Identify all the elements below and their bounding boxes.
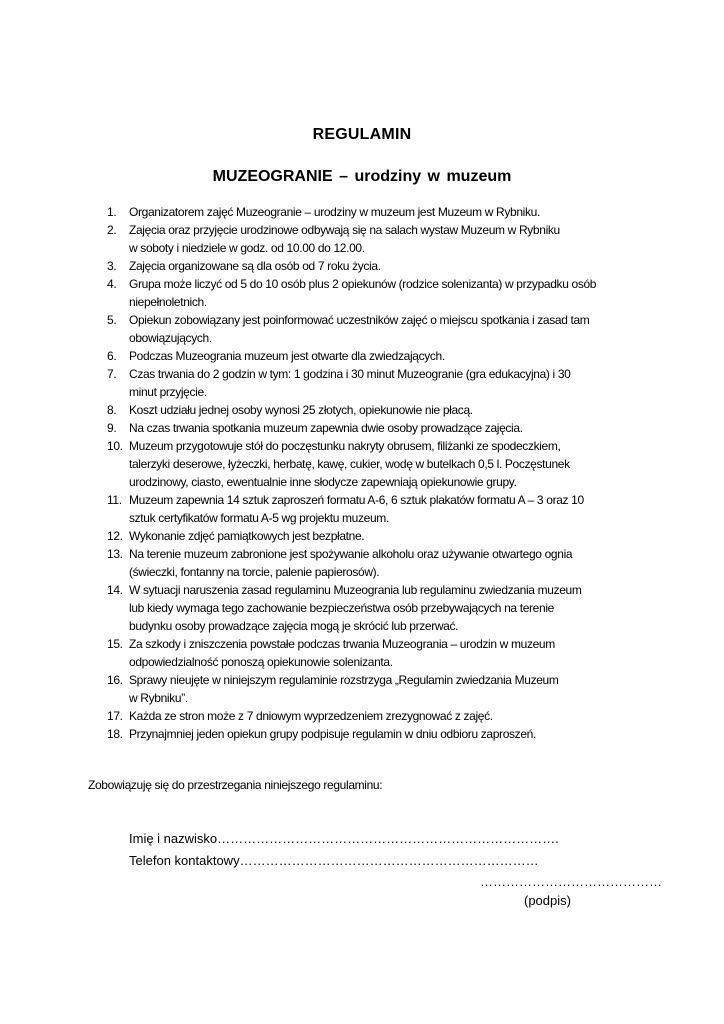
rule-text-line: Za szkody i zniszczenia powstałe podczas trwania Muzeogrania – urodzin w muzeum [129,637,555,651]
rule-number: 10. [107,439,123,453]
rule-text-line: budynku osoby prowadzące zajęcia mogą je skrócić lub przerwać. [129,619,459,633]
rule-text-line: Każda ze stron może z 7 dniowym wyprzedzeniem zrezygnować z zajęć. [129,709,493,723]
rule-text-line: lub kiedy wymaga tego zachowanie bezpieczeństwa osób przebywających na terenie [129,601,554,615]
rule-text-line: talerzyki deserowe, łyżeczki, herbatę, kawę, cukier, wodę w butelkach 0,5 l. Poczęstunek [129,457,570,471]
rule-number: 1. [107,205,117,219]
rule-number: 11. [107,493,122,507]
rule-item [88,707,648,725]
rule-number: 2. [107,223,117,237]
rule-text-line: W sytuacji naruszenia zasad regulaminu Muzeogrania lub regulaminu zwiedzania muzeum [129,583,582,597]
rule-item [88,581,648,635]
rule-item [88,491,648,527]
rule-text-line: minut przyjęcie. [129,385,207,399]
rule-number: 16. [107,673,123,687]
rule-item [88,221,648,257]
rule-text-line: Czas trwania do 2 godzin w tym: 1 godzina i 30 minut Muzeogranie (gra edukacyjna) i 30 [129,367,571,381]
rule-item [88,419,648,437]
rule-text-line: Sprawy nieujęte w niniejszym regulaminie rozstrzyga „Regulamin zwiedzania Muzeum [129,673,559,687]
rule-text-line: Muzeum przygotowuje stół do poczęstunku nakryty obrusem, filiżanki ze spodeczkiem, [129,439,561,453]
rule-text-line: Opiekun zobowiązany jest poinformować uczestników zajęć o miejscu spotkania i zasad tam [129,313,590,327]
rule-text-line: Wykonanie zdjęć pamiątkowych jest bezpłatne. [129,529,365,543]
rule-text-line: Podczas Muzeogrania muzeum jest otwarte dla zwiedzających. [129,349,445,363]
rule-number: 6. [107,349,117,363]
rule-item [88,437,648,491]
rule-item [88,545,648,581]
rule-number: 3. [107,259,117,273]
rule-text-line: Grupa może liczyć od 5 do 10 osób plus 2 opiekunów (rodzice solenizanta) w przypadku osób [129,277,597,291]
rule-text-line: Zajęcia oraz przyjęcie urodzinowe odbywają się na salach wystaw Muzeum w Rybniku [129,223,560,237]
rule-number: 18. [107,727,123,741]
rules-list [88,203,648,743]
rule-text-line: Na terenie muzeum zabronione jest spożywanie alkoholu oraz używanie otwartego ognia [129,547,573,561]
rule-text-line: urodzinowy, ciasto, ewentualnie inne słodycze zapewniają opiekunowie grupy. [129,475,517,489]
rule-text-line: Organizatorem zajęć Muzeogranie – urodziny w muzeum jest Muzeum w Rybniku. [129,205,540,219]
rule-item [88,365,648,401]
pledge-text: Zobowiązuję się do przestrzegania niniejszego regulaminu: [88,778,383,792]
rule-text-line: Przynajmniej jeden opiekun grupy podpisuje regulamin w dniu odbioru zaproszeń. [129,727,536,741]
rule-number: 15. [107,637,123,651]
rule-number: 5. [107,313,117,327]
document-title: REGULAMIN [312,126,412,143]
rule-item [88,275,648,311]
rule-text-line: niepełnoletnich. [129,295,207,309]
rule-text-line: w Rybniku”. [129,691,188,705]
rule-text-line: odpowiedzialność ponoszą opiekunowie solenizanta. [129,655,393,669]
rule-number: 17. [107,709,123,723]
rule-item [88,401,648,419]
document-subtitle: MUZEOGRANIE – urodziny w muzeum [212,168,512,185]
rule-text-line: Muzeum zapewnia 14 sztuk zaproszeń formatu A-6, 6 sztuk plakatów formatu A – 3 oraz 10 [129,493,584,507]
signature-line: …………………………………… [480,874,662,889]
rule-number: 14. [107,583,123,597]
rule-text-line: sztuk certyfikatów formatu A-5 wg projektu muzeum. [129,511,389,525]
rule-text-line: obowiązujących. [129,331,212,345]
rule-item [88,257,648,275]
rule-item [88,725,648,743]
rule-number: 7. [107,367,117,381]
rule-item [88,311,648,347]
rule-item [88,635,648,671]
rule-item [88,347,648,365]
rule-text-line: (świeczki, fontanny na torcie, palenie papierosów). [129,565,380,579]
rule-item [88,203,648,221]
rule-item [88,671,648,707]
name-field: Imię i nazwisko……………………………………………………………………. [129,831,559,846]
rule-number: 13. [107,547,123,561]
rule-number: 8. [107,403,117,417]
rule-number: 12. [107,529,123,543]
rule-text-line: w soboty i niedziele w godz. od 10.00 do 12.00. [129,241,365,255]
rule-item [88,527,648,545]
rule-text-line: Koszt udziału jednej osoby wynosi 25 złotych, opiekunowie nie płacą. [129,403,473,417]
rule-text-line: Zajęcia organizowane są dla osób od 7 roku życia. [129,259,381,273]
rule-number: 9. [107,421,117,435]
rule-text-line: Na czas trwania spotkania muzeum zapewnia dwie osoby prowadzące zajęcia. [129,421,523,435]
phone-field: Telefon kontaktowy…………………………………………………………… [129,853,539,868]
rule-number: 4. [107,277,117,291]
signature-label: (podpis) [524,893,571,908]
